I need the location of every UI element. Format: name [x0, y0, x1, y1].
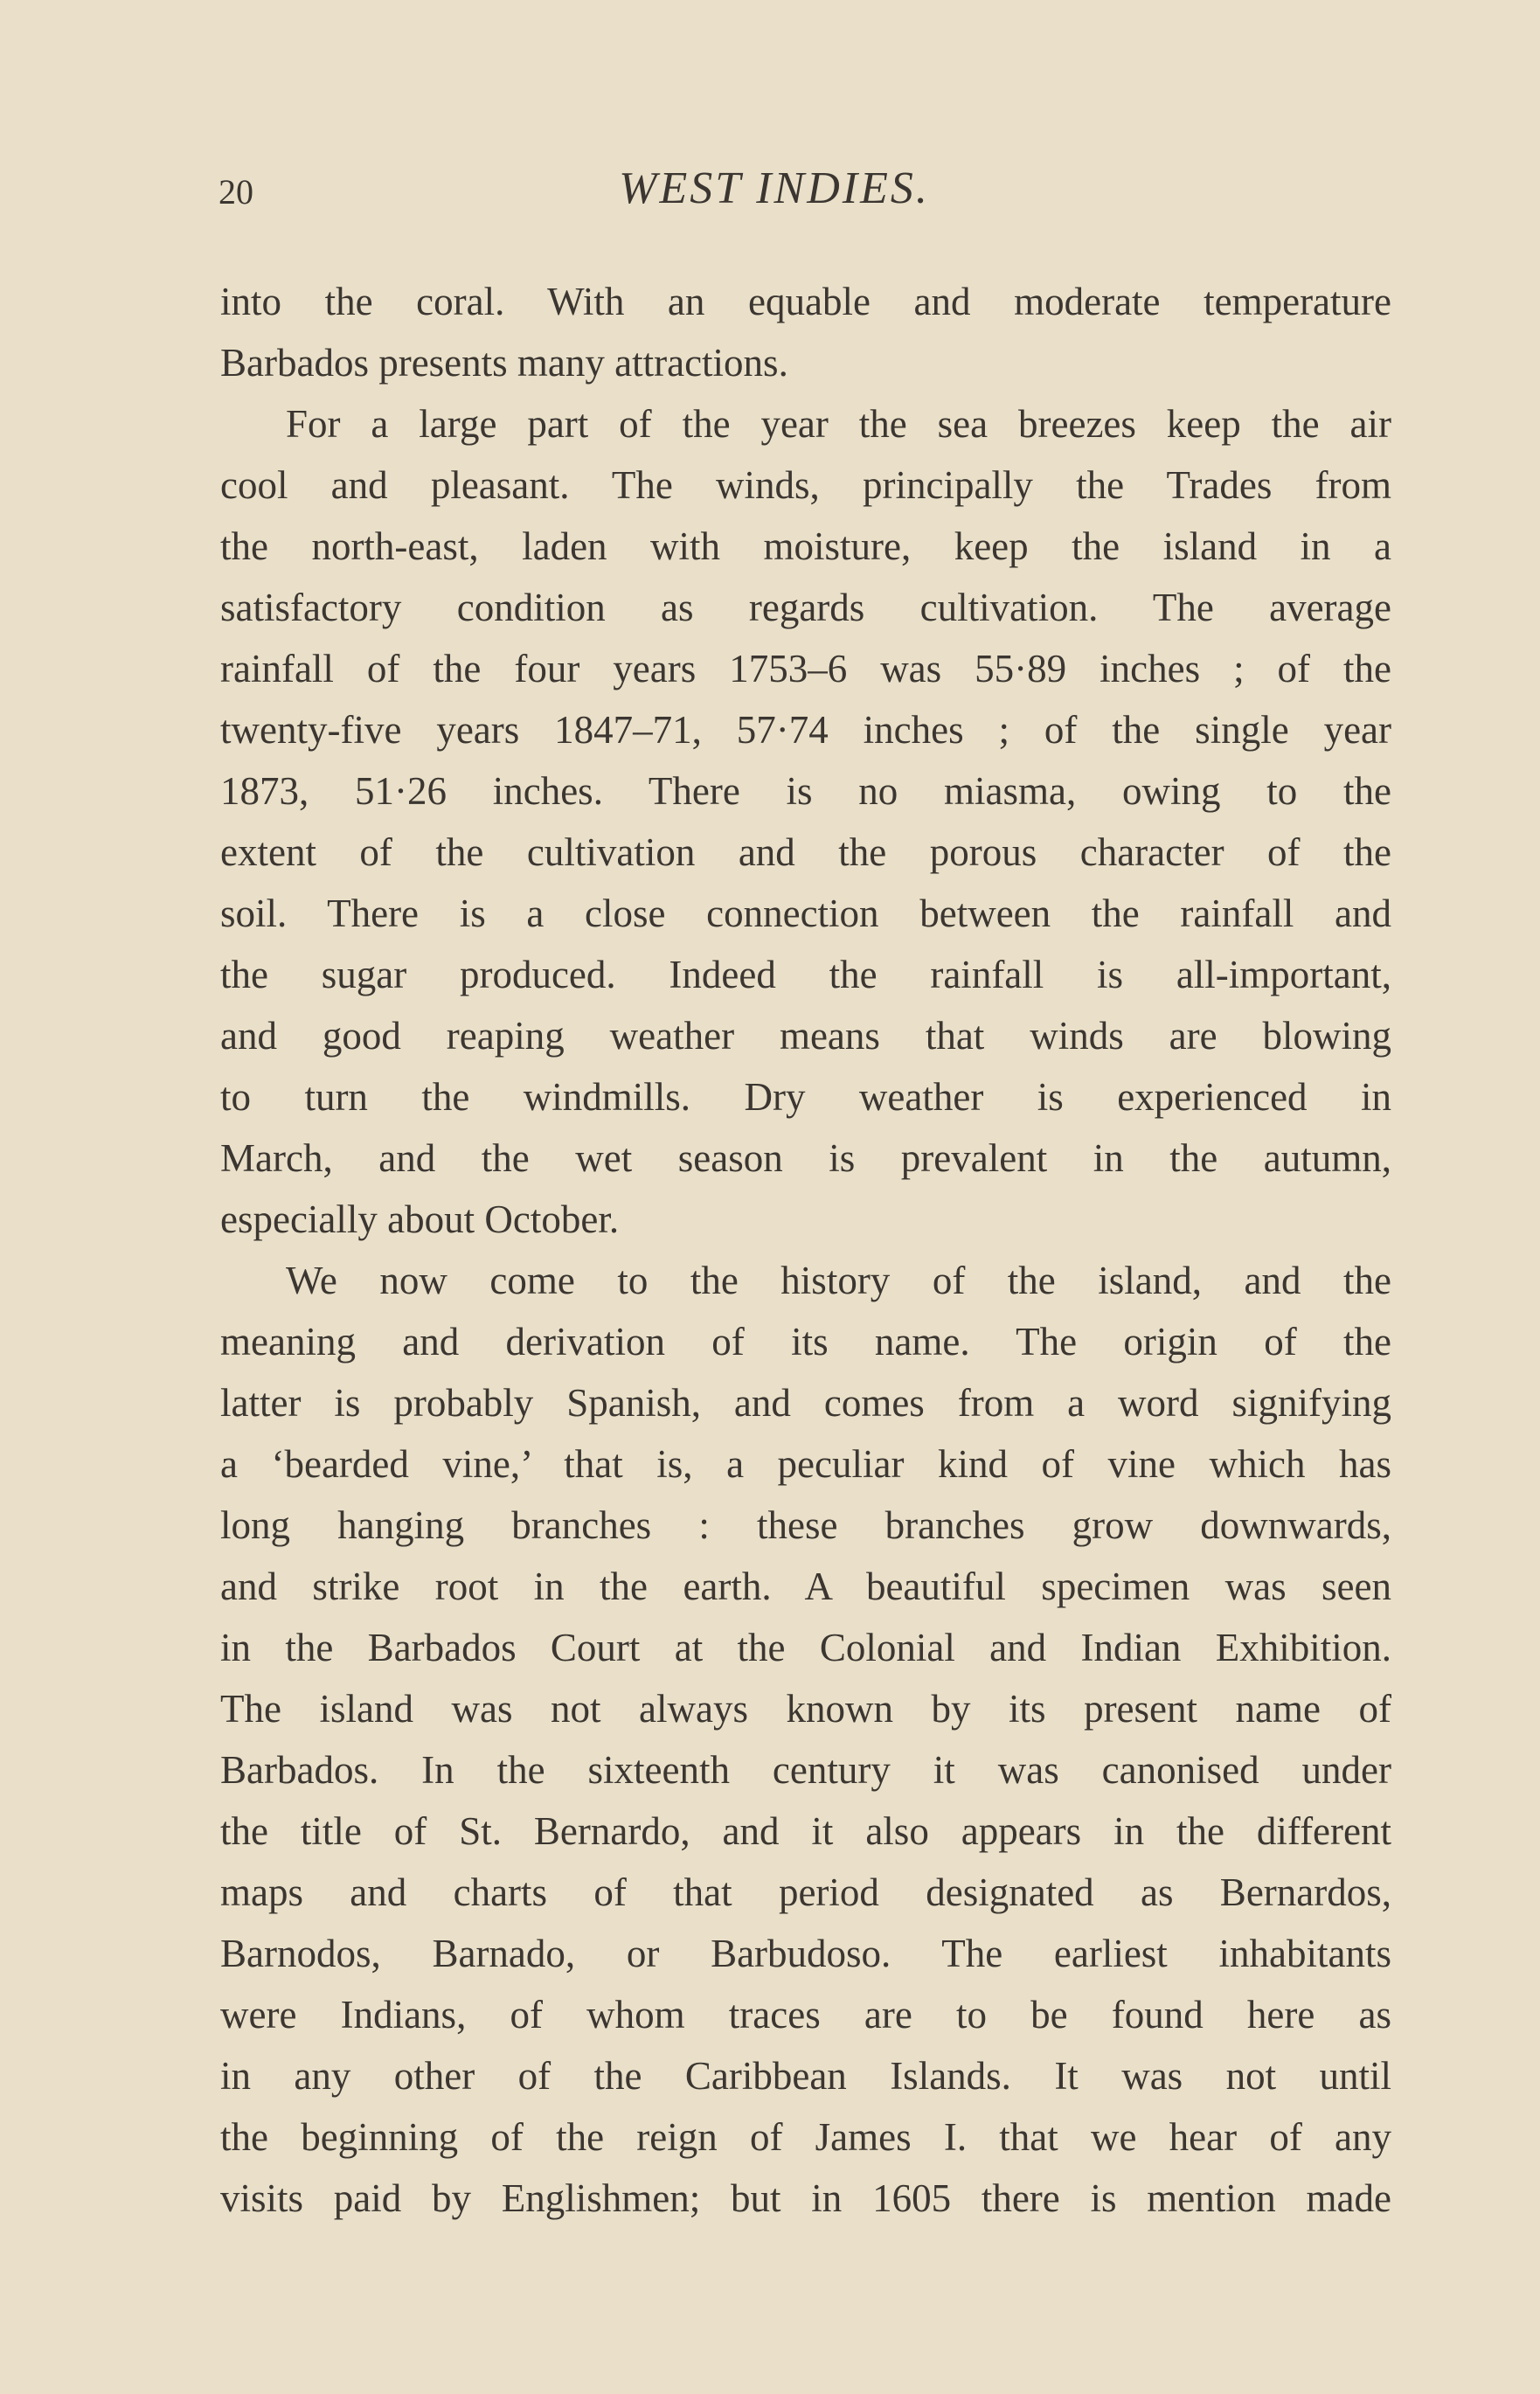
text-line: were Indians, of whom traces are to be found here as: [220, 1993, 1391, 2037]
text-line: in the Barbados Court at the Colonial and Indian Exhibition.: [220, 1626, 1391, 1669]
text-line: Barnodos, Barnado, or Barbudoso. The earliest inhabitants: [220, 1932, 1391, 1975]
text-line: to turn the windmills. Dry weather is experienced in: [220, 1075, 1391, 1119]
text-line: and good reaping weather means that winds are blowing: [220, 1014, 1391, 1058]
text-line: the north-east, laden with moisture, keep the island in a: [220, 524, 1391, 568]
text-line: The island was not always known by its present name of: [220, 1687, 1391, 1731]
text-line: rainfall of the four years 1753–6 was 55·89 inches ; of the: [220, 647, 1391, 690]
running-head: WEST INDIES.: [619, 163, 930, 213]
text-line: in any other of the Caribbean Islands. It was not until: [220, 2054, 1391, 2098]
text-line: Barbados. In the sixteenth century it was canonised under: [220, 1748, 1391, 1792]
text-line: meaning and derivation of its name. The origin of the: [220, 1320, 1391, 1364]
text-line: cool and pleasant. The winds, principally the Trades from: [220, 463, 1391, 507]
text-line: and strike root in the earth. A beautiful specimen was seen: [220, 1565, 1391, 1608]
text-line: into the coral. With an equable and moderate temperature: [220, 280, 1391, 323]
text-line: maps and charts of that period designated as Bernardos,: [220, 1870, 1391, 1914]
text-line: soil. There is a close connection between the rainfall and: [220, 892, 1391, 935]
text-line: We now come to the history of the island, and the: [286, 1259, 1391, 1302]
text-line: the beginning of the reign of James I. that we hear of any: [220, 2115, 1391, 2159]
text-line: Barbados presents many attractions.: [220, 341, 788, 385]
text-line: 1873, 51·26 inches. There is no miasma, owing to the: [220, 769, 1391, 813]
text-line: the sugar produced. Indeed the rainfall is all-important,: [220, 953, 1391, 996]
text-line: especially about October.: [220, 1197, 620, 1241]
text-line: twenty-five years 1847–71, 57·74 inches ; of the single year: [220, 708, 1391, 752]
text-line: March, and the wet season is prevalent in the autumn,: [220, 1136, 1391, 1180]
text-line: latter is probably Spanish, and comes from a word signifying: [220, 1381, 1391, 1425]
text-line: For a large part of the year the sea breezes keep the air: [286, 402, 1391, 446]
text-line: the title of St. Bernardo, and it also appears in the different: [220, 1809, 1391, 1853]
body-text: [220, 271, 1391, 2229]
text-line: a ‘bearded vine,’ that is, a peculiar kind of vine which has: [220, 1442, 1391, 1486]
text-line: extent of the cultivation and the porous character of the: [220, 830, 1391, 874]
page-number: 20: [219, 172, 253, 212]
text-line: satisfactory condition as regards cultivation. The average: [220, 586, 1391, 629]
text-line: visits paid by Englishmen; but in 1605 there is mention made: [220, 2176, 1391, 2220]
text-line: long hanging branches : these branches grow downwards,: [220, 1503, 1391, 1547]
